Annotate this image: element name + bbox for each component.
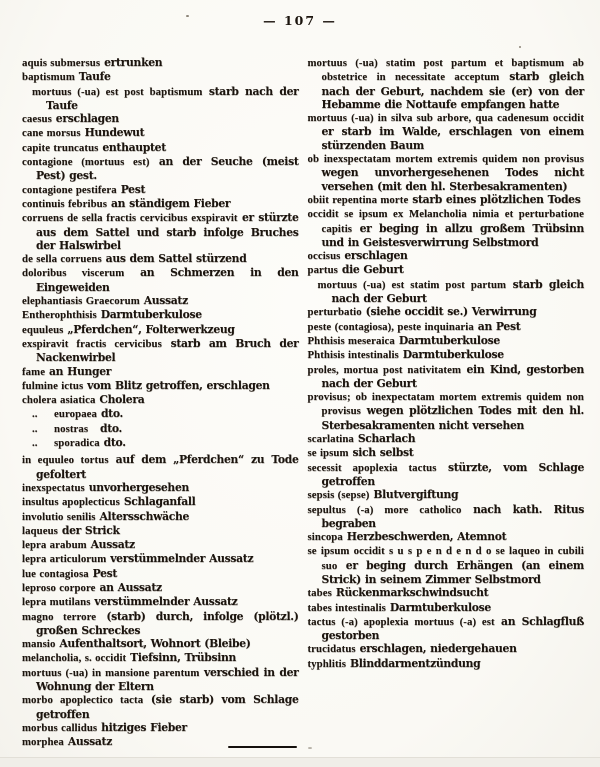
glossary-entry [308,152,585,193]
latin-term: obiit repentina morte [307,193,409,206]
german-translation: unvorhergesehen [88,480,189,494]
german-translation: Pest [92,566,118,580]
glossary-entry [22,266,299,294]
glossary-entry [22,422,299,436]
glossary-entry [22,407,299,421]
german-translation: Herzbeschwerden, Atemnot [346,530,507,544]
latin-term: lepra arabum [22,539,87,552]
german-translation: starb gleich nach der Geburt, nachdem sie (er) von der Hebamme die Nottaufe empfangen hatte [321,70,584,111]
glossary-entry [308,56,585,111]
latin-term: elephantiasis Graecorum [22,295,140,308]
glossary-entry [308,305,585,319]
latin-term: occisus [307,250,341,263]
latin-term: ob inexspectatam mortem extremis quidem non provisus [307,153,584,166]
latin-term: insultus apoplecticus [22,496,120,509]
german-translation: auf dem „Pferdchen“ zu Tode gefoltert [36,453,299,481]
german-translation: an Pest [477,319,521,333]
glossary-column-left [22,56,299,750]
german-translation: Blutvergiftung [373,488,459,502]
german-translation: nach kath. Ritus begraben [321,502,584,530]
glossary-entry [308,207,585,249]
german-translation: wegen plötzlichen Todes mit den hl. Sterbesakramenten nicht versehen [321,404,585,432]
glossary-entry [22,112,299,126]
scan-speck [186,15,189,17]
german-translation: an Aussatz [99,580,162,594]
german-translation: Darmtuberkulose [389,600,491,614]
latin-term: doloribus viscerum [22,267,125,280]
glossary-entry [22,155,299,183]
german-translation: wegen unvorhergesehenen Todes nicht versehen (mit den hl. Sterbesakramenten) [321,166,584,193]
latin-term: trucidatus [307,643,356,656]
german-translation: Scharlach [357,432,416,446]
glossary-entry [22,393,299,407]
german-translation: an ständigem Fieber [110,196,231,210]
german-translation: Schlaganfall [123,495,196,509]
german-translation: der Strick [61,523,120,537]
glossary-entry [308,249,585,263]
latin-term: sepsis (sepse) [307,489,370,502]
glossary-entry [22,721,299,735]
latin-term: sincopa [307,531,343,544]
glossary-columns [22,56,584,750]
latin-term: scarlatina [307,433,354,446]
latin-term: morphea [22,736,64,749]
glossary-entry [22,70,299,84]
german-translation: Aussatz [67,735,113,749]
glossary-entry [308,432,585,446]
german-translation: Darmtuberkulose [398,333,500,347]
glossary-entry [22,666,299,694]
latin-term: Phthisis meseraica [307,334,395,347]
latin-term: exspiravit fractis cervicibus [22,337,162,350]
latin-term: inexspectatus [22,481,85,494]
latin-term: Phthisis intestinalis [307,349,399,362]
glossary-entry [22,538,299,552]
glossary-entry [22,211,299,252]
glossary-entry [22,294,299,308]
latin-term: leproso corpore [22,581,96,594]
glossary-entry [308,390,585,432]
german-translation: Darmtuberkulose [100,308,202,322]
german-translation: dto. [103,436,126,450]
latin-term: proles, mortua post nativitatem [307,363,462,376]
latin-term: corruens de sella fractis cervicibus exspiravit [22,212,238,225]
german-translation: dto. [92,421,122,435]
latin-term: typhlitis [307,657,347,670]
glossary-entry [308,363,585,391]
german-translation: er stürzte aus dem Sattel und starb infolge Bruches der Halswirbel [36,211,299,252]
glossary-entry [308,586,585,600]
latin-term: magno terrore [22,610,97,623]
german-translation: dto. [100,407,123,421]
glossary-entry [22,436,299,450]
german-translation: ertrunken [104,56,163,69]
latin-term: .. sporadica [32,437,100,450]
latin-term: morbo apoplectico tacta [22,694,144,707]
latin-term: in equuleo tortus [22,454,109,467]
glossary-entry [22,126,299,140]
glossary-entry [22,567,299,581]
glossary-entry [22,337,299,365]
glossary-entry [308,615,585,643]
latin-term: se ipsum [307,447,349,460]
latin-term: occidit se ipsum ex Melancholia nimia et perturbatione capitis [307,208,584,235]
german-translation: an Schlagfluß gestorben [321,614,584,643]
glossary-entry [308,320,585,334]
glossary-entry [22,524,299,538]
latin-term: .. nostras [32,422,89,435]
german-translation: Hundewut [84,126,145,140]
latin-term: morbus callidus [22,721,98,734]
german-translation: erschlagen [55,112,119,126]
german-translation: verschied in der Wohnung der Eltern [36,665,299,694]
german-translation: starb eines plötzlichen Todes [412,192,581,206]
latin-term: peste (contagiosa), peste inquinaria [307,320,474,333]
glossary-entry [22,252,299,266]
glossary-entry [22,365,299,379]
latin-term: cholera asiatica [22,394,96,407]
glossary-entry [308,530,585,544]
latin-term: tabes intestinalis [307,601,386,614]
latin-term: perturbatio [307,306,362,319]
german-translation: erschlagen, niedergehauen [359,642,517,656]
latin-term: contagione (mortuus est) [22,156,150,169]
latin-term: involutio senilis [22,510,96,523]
latin-term: mortuus (-ua) statim post partum et baptismum ab obstetrice in necessitate acceptum [307,57,584,84]
german-translation: Taufe [78,70,111,84]
latin-term: mortuus (-ua) in mansione parentum [22,666,200,679]
german-translation: er starb im Walde, erschlagen von einem stürzenden Baum [321,125,584,152]
german-translation: er beging in allzu großem Trübsinn und in Geistesverwirrung Selbstmord [321,221,584,249]
scan-bottom-edge [0,757,600,767]
latin-term: mortuus (-ua) est statim post partum [317,278,507,291]
glossary-entry [22,552,299,566]
glossary-entry [308,461,585,489]
latin-term: provisus; ob inexpectatam mortem extremis quidem non provisus [307,391,584,418]
glossary-entry [308,193,585,207]
german-translation: aus dem Sattel stürzend [105,252,247,266]
german-translation: Aussatz [143,294,188,308]
glossary-column-right [308,56,585,750]
german-translation: er beging durch Erhängen (an einem Strick) in seinem Zimmer Selbstmord [321,558,584,586]
latin-term: lepra mutilans [22,596,91,609]
glossary-entry [308,263,585,277]
latin-term: lepra articulorum [22,553,107,566]
german-translation: Blinddarmentzündung [349,656,481,670]
glossary-entry [22,141,299,155]
german-translation: (siehe occidit se.) Verwirrung [365,305,537,319]
german-translation: enthauptet [102,140,166,154]
glossary-entry [308,446,585,460]
latin-term: tactus (-a) apoplexia mortuus (-a) est [307,615,495,628]
glossary-entry [308,601,585,615]
glossary-entry [22,197,299,211]
german-translation: (sie starb) vom Schlage getroffen [36,693,299,721]
german-translation: verstümmelnder Aussatz [94,595,238,609]
latin-term: contagione pestifera [22,183,117,196]
german-translation: (starb) durch, infolge (plötzl.) großen Schreckes [36,609,299,637]
latin-term: capite truncatus [22,141,99,154]
scan-speck [308,747,312,749]
latin-term: partus [307,264,338,277]
glossary-entry [22,581,299,595]
german-translation: starb am Bruch der Nackenwirbel [36,336,299,365]
latin-term: tabes [307,587,332,600]
glossary-entry [308,642,585,656]
german-translation: an Hunger [49,364,112,378]
german-translation: ein Kind, gestorben nach der Geburt [321,362,585,390]
german-translation: an Schmerzen in den Eingeweiden [36,266,299,294]
latin-term: equuleus [22,323,64,336]
german-translation: Pest [120,182,146,196]
glossary-entry [22,85,299,113]
latin-term: aquis submersus [22,57,101,69]
glossary-entry [308,278,585,306]
glossary-entry [308,334,585,348]
german-translation: Aufenthaltsort, Wohnort (Bleibe) [59,637,251,651]
glossary-entry [22,595,299,609]
latin-term: mortuus (-ua) est post baptismum [32,85,203,98]
footer-divider-rule [228,746,297,748]
german-translation: „Pferdchen“, Folterwerkzeug [67,322,235,336]
german-translation: Tiefsinn, Trübsinn [130,651,237,665]
latin-term: se ipsum occidit s u s p e n d e n d o se laqueo in cubili suo [307,545,584,572]
glossary-entry [22,481,299,495]
german-translation: Altersschwäche [99,509,190,523]
glossary-entry [308,488,585,502]
german-translation: die Geburt [341,263,404,277]
latin-term: fame [22,365,46,378]
german-translation: starb nach der Taufe [46,84,299,112]
glossary-entry [22,495,299,509]
glossary-entry [22,323,299,337]
german-translation: verstümmelnder Aussatz [110,552,254,566]
german-translation: starb gleich nach der Geburt [331,277,584,306]
german-translation: Cholera [99,393,145,407]
glossary-entry [308,348,585,362]
glossary-entry [308,657,585,671]
page-number: — 107 — [263,13,337,28]
glossary-entry [22,453,299,481]
latin-term: secessit apoplexia tactus [307,461,437,474]
latin-term: cane morsus [22,127,81,140]
glossary-entry [22,637,299,651]
german-translation: erschlagen [344,249,408,263]
latin-term: caesus [22,113,52,126]
latin-term: mortuus (-ua) in silva sub arbore, qua cadenesum occidit [307,112,584,125]
german-translation: Darmtuberkulose [402,348,504,362]
glossary-entry [22,510,299,524]
latin-term: de sella corruens [22,253,102,266]
latin-term: laqueus [22,524,58,537]
german-translation: an der Seuche (meist Pest) gest. [36,155,299,183]
latin-term: Entherophthisis [22,309,97,322]
german-translation: vom Blitz getroffen, erschlagen [87,378,270,392]
latin-term: fulmine ictus [22,379,84,392]
latin-term: melancholia, s. occidit [22,652,127,665]
glossary-entry [22,610,299,638]
german-translation: stürzte, vom Schlage getroffen [321,460,584,488]
glossary-entry [22,693,299,721]
glossary-entry [308,544,585,586]
glossary-entry [22,308,299,322]
german-translation: Rückenmarkschwindsucht [335,586,489,600]
latin-term: mansio [22,638,56,651]
latin-term: baptismum [22,71,75,84]
glossary-entry [308,111,585,152]
glossary-entry [22,651,299,665]
german-translation: Aussatz [90,538,135,552]
glossary-entry [22,379,299,393]
german-translation: hitziges Fieber [101,720,187,734]
glossary-entry [22,56,299,70]
latin-term: sepultus (-a) more catholico [307,503,462,516]
glossary-entry [308,503,585,531]
german-translation: sich selbst [352,446,414,460]
latin-term: lue contagiosa [22,567,89,580]
latin-term: .. europaea [32,408,98,421]
scan-speck [519,46,521,48]
latin-term: continuis febribus [22,197,108,210]
glossary-entry [22,183,299,197]
